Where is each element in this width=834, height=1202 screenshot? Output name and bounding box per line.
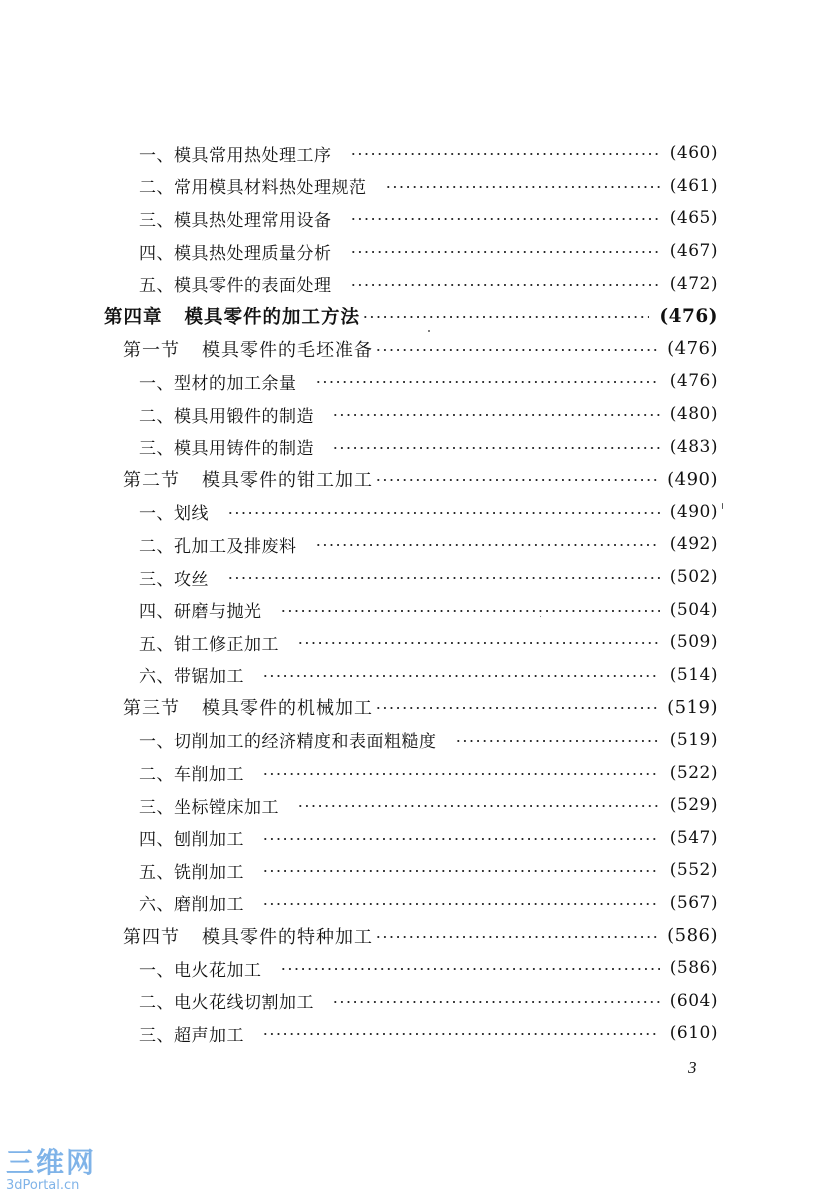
toc-entry-page: (529) xyxy=(669,795,718,816)
toc-entry[interactable] xyxy=(0,626,834,659)
toc-entry[interactable] xyxy=(0,170,834,203)
watermark-url: 3dPortal.cn xyxy=(6,1178,80,1193)
toc-section-entry[interactable] xyxy=(0,919,834,952)
toc-entry-page: (465) xyxy=(669,208,718,229)
toc-entry-page: (610) xyxy=(669,1023,718,1044)
toc-entry-page: (490) xyxy=(669,501,718,522)
toc-entry-page: (509) xyxy=(669,632,718,653)
toc-entry-title: 一、划线 xyxy=(139,504,209,525)
dot-leader xyxy=(332,1001,660,1003)
dot-leader xyxy=(315,544,660,546)
toc-entry-page: (460) xyxy=(669,143,718,164)
toc-section-entry[interactable] xyxy=(0,463,834,496)
dot-leader xyxy=(262,675,660,677)
toc-entry-page: (586) xyxy=(667,925,718,947)
dot-leader xyxy=(375,479,657,481)
toc-entry-page: (480) xyxy=(669,404,718,425)
dot-leader xyxy=(315,381,660,383)
watermark-logo xyxy=(6,1148,106,1196)
toc-entry-title: 五、钳工修正加工 xyxy=(139,634,279,655)
dot-leader xyxy=(262,1033,660,1035)
toc-entry[interactable] xyxy=(0,821,834,854)
section-number: 第三节 xyxy=(123,698,180,720)
dot-leader xyxy=(350,153,660,155)
dot-leader xyxy=(350,284,660,286)
toc-entry[interactable] xyxy=(0,984,834,1017)
toc-entry[interactable] xyxy=(0,756,834,789)
toc-entry[interactable] xyxy=(0,952,834,985)
toc-entry-page: (519) xyxy=(667,696,718,718)
toc-entry[interactable] xyxy=(0,430,834,463)
dot-leader xyxy=(280,968,660,970)
toc-entry-page: (472) xyxy=(669,273,718,294)
dot-leader xyxy=(375,936,657,938)
toc-section-title xyxy=(123,466,373,492)
toc-entry[interactable] xyxy=(0,137,834,170)
toc-entry-title: 二、孔加工及排废料 xyxy=(139,536,297,557)
toc-entry-title: 二、车削加工 xyxy=(139,765,244,786)
toc-entry-title: 六、带锯加工 xyxy=(139,667,244,688)
table-of-contents xyxy=(0,137,834,1050)
toc-entry[interactable] xyxy=(0,1017,834,1050)
dot-leader xyxy=(227,512,660,514)
toc-chapter-entry[interactable] xyxy=(0,300,834,333)
toc-section-title xyxy=(123,336,373,362)
toc-entry-title: 五、模具零件的表面处理 xyxy=(139,276,332,297)
dot-leader xyxy=(350,218,660,220)
toc-entry-page: (522) xyxy=(669,762,718,783)
toc-entry[interactable] xyxy=(0,528,834,561)
section-number: 第一节 xyxy=(123,339,180,361)
page-number: 3 xyxy=(688,1058,697,1077)
toc-entry-title: 一、型材的加工余量 xyxy=(139,373,297,394)
chapter-name: 模具零件的加工方法 xyxy=(184,307,361,329)
toc-entry[interactable] xyxy=(0,789,834,822)
toc-entry[interactable] xyxy=(0,854,834,887)
toc-entry-page: (476) xyxy=(659,305,718,327)
toc-entry[interactable] xyxy=(0,496,834,529)
section-name: 模具零件的钳工加工 xyxy=(202,470,373,492)
toc-entry[interactable] xyxy=(0,365,834,398)
toc-entry-page: (461) xyxy=(669,175,718,196)
toc-entry-title: 四、研磨与抛光 xyxy=(139,602,262,623)
section-name: 模具零件的毛坯准备 xyxy=(202,339,373,361)
toc-entry-page: (504) xyxy=(669,599,718,620)
toc-entry-page: (476) xyxy=(669,371,718,392)
toc-entry-title: 四、模具热处理质量分析 xyxy=(139,243,332,264)
toc-entry-page: (467) xyxy=(669,241,718,262)
toc-entry-title: 二、常用模具材料热处理规范 xyxy=(139,178,367,199)
dot-leader xyxy=(385,186,660,188)
section-number: 第二节 xyxy=(123,470,180,492)
toc-entry[interactable] xyxy=(0,659,834,692)
toc-entry-page: (476) xyxy=(667,338,718,360)
dot-leader xyxy=(262,838,660,840)
section-name: 模具零件的特种加工 xyxy=(202,926,373,948)
toc-entry-title: 三、模具用铸件的制造 xyxy=(139,439,314,460)
toc-entry[interactable] xyxy=(0,398,834,431)
toc-entry[interactable] xyxy=(0,724,834,757)
toc-entry-title: 一、模具常用热处理工序 xyxy=(139,145,332,166)
section-name: 模具零件的机械加工 xyxy=(202,698,373,720)
dot-leader xyxy=(262,773,660,775)
dot-leader xyxy=(262,903,660,905)
dot-leader xyxy=(332,447,660,449)
toc-entry-page: (567) xyxy=(669,892,718,913)
toc-section-title xyxy=(123,923,373,949)
toc-entry[interactable] xyxy=(0,561,834,594)
toc-entry-page: (604) xyxy=(669,990,718,1011)
toc-entry[interactable] xyxy=(0,202,834,235)
dot-leader xyxy=(362,316,649,318)
toc-entry-page: (490) xyxy=(667,468,718,490)
toc-entry-title: 四、刨削加工 xyxy=(139,830,244,851)
toc-entry-title: 一、电火花加工 xyxy=(139,960,262,981)
watermark-logo-text: 三维网 xyxy=(6,1146,97,1179)
toc-section-title xyxy=(123,694,373,720)
toc-entry-title: 二、模具用锻件的制造 xyxy=(139,406,314,427)
toc-entry-page: (547) xyxy=(669,827,718,848)
dot-leader xyxy=(350,251,660,253)
toc-entry-page: (519) xyxy=(669,729,718,750)
scan-speck xyxy=(722,503,723,509)
scan-speck xyxy=(540,616,541,617)
dot-leader xyxy=(262,870,660,872)
toc-entry-page: (492) xyxy=(669,534,718,555)
toc-entry-title: 三、超声加工 xyxy=(139,1025,244,1046)
dot-leader xyxy=(280,610,660,612)
toc-entry-title: 三、坐标镗床加工 xyxy=(139,797,279,818)
toc-entry-page: (502) xyxy=(669,567,718,588)
toc-entry-page: (586) xyxy=(669,958,718,979)
dot-leader xyxy=(297,642,660,644)
toc-entry-title: 三、攻丝 xyxy=(139,569,209,590)
dot-leader xyxy=(455,740,660,742)
toc-entry[interactable] xyxy=(0,267,834,300)
chapter-number: 第四章 xyxy=(104,307,163,329)
toc-entry[interactable] xyxy=(0,235,834,268)
toc-chapter-title xyxy=(104,303,360,329)
dot-leader xyxy=(332,414,660,416)
toc-entry-title: 五、铣削加工 xyxy=(139,862,244,883)
dot-leader xyxy=(375,349,657,351)
toc-entry[interactable] xyxy=(0,887,834,920)
toc-entry-title: 六、磨削加工 xyxy=(139,895,244,916)
toc-entry-page: (514) xyxy=(669,664,718,685)
section-number: 第四节 xyxy=(123,926,180,948)
toc-entry-title: 二、电火花线切割加工 xyxy=(139,993,314,1014)
dot-leader xyxy=(297,805,660,807)
toc-entry-title: 一、切削加工的经济精度和表面粗糙度 xyxy=(139,732,437,753)
dot-leader xyxy=(375,707,657,709)
scan-speck xyxy=(428,330,430,332)
toc-entry-page: (552) xyxy=(669,860,718,881)
dot-leader xyxy=(227,577,660,579)
toc-entry-title: 三、模具热处理常用设备 xyxy=(139,210,332,231)
toc-section-entry[interactable] xyxy=(0,691,834,724)
toc-entry-page: (483) xyxy=(669,436,718,457)
toc-section-entry[interactable] xyxy=(0,333,834,366)
toc-entry[interactable] xyxy=(0,593,834,626)
